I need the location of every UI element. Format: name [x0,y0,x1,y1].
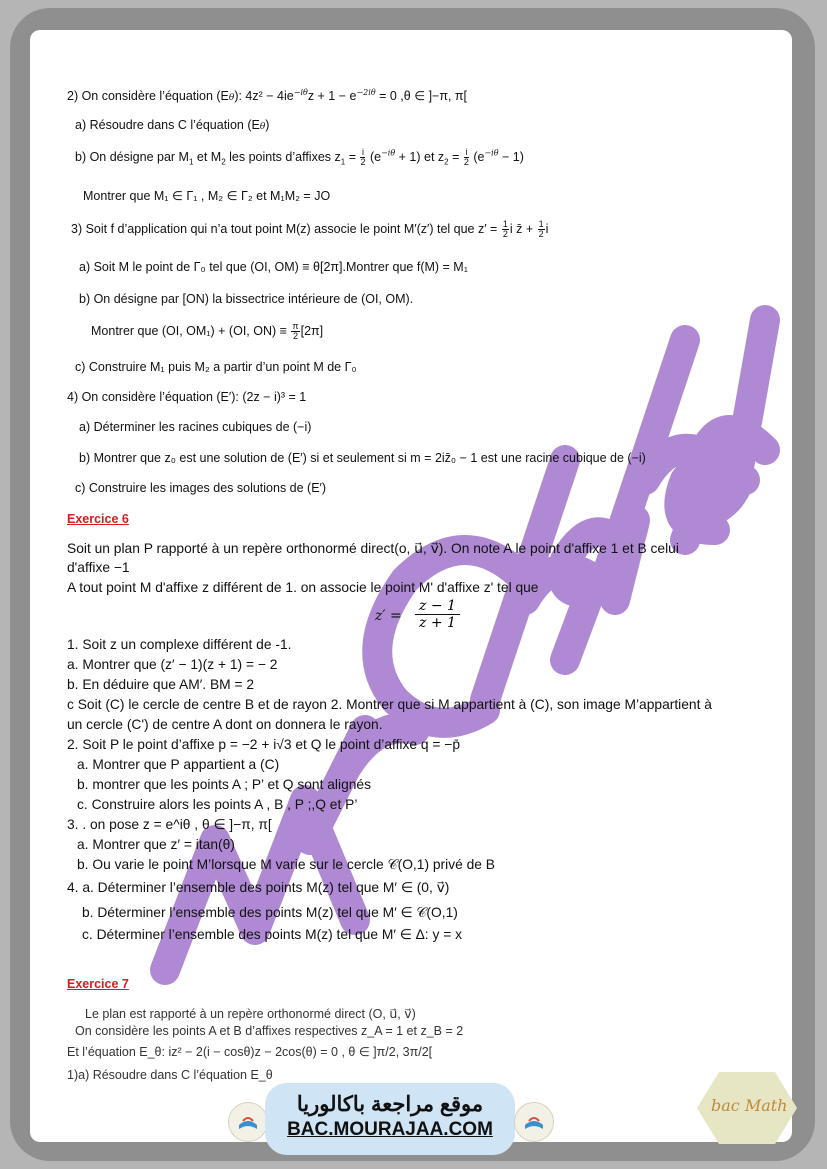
question-2-equation: 2) On considère l’équation (Eθ): $4z^2 - 4ie^{-i\theta}z + 1 - e^{-2i\theta} = 0$ ,θ ∈ ]−π, π[ [67,88,468,104]
question-4c: c) Construire les images des solutions de (E′) [75,481,327,495]
question-2b-show: Montrer que M₁ ∈ Γ₁ , M₂ ∈ Γ₂ et M₁M₂ = JO [83,189,331,203]
question-4: 4) On considère l’équation (E′): (2z − i)³ = 1 [67,390,307,404]
ex6-q3b: b. Ou varie le point M’lorsque M varie sur le cercle 𝒞(O,1) privé de B [77,857,495,872]
exercise-7-heading: Exercice 7 [67,977,129,991]
ex6-line-2: d'affixe −1 [67,560,130,575]
ex7-line-3: Et l’équation E_θ: iz² − 2(i − cosθ)z − 2cos(θ) = 0 , θ ∈ ]π/2, 3π/2[ [67,1045,433,1059]
book-logo-icon [228,1102,268,1142]
ex6-formula-fraction: z − 1 z + 1 [415,598,460,631]
question-3a: a) Soit M le point de Γ₀ tel que (OI, OM) ≡ θ[2π].Montrer que f(M) = M₁ [79,260,468,274]
ex6-q1c-cont: un cercle (C') de centre A dont on donnera le rayon. [67,717,383,732]
ex6-q2c: c. Construire alors les points A , B , P ;,Q et P’ [77,797,358,812]
ex6-q1a: a. Montrer que (z′ − 1)(z + 1) = − 2 [67,657,278,672]
ex7-line-1: Le plan est rapporté à un repère orthonormé direct (O, u⃗, v⃗) [85,1007,416,1021]
question-3b-show: Montrer que (OI, OM₁) + (OI, ON) ≡ $\frac{\pi}{2}$ [2π] [91,321,324,341]
ex6-q1: 1. Soit z un complexe différent de -1. [67,637,292,652]
question-3b: b) On désigne par [ON) la bissectrice intérieure de (OI, OM). [79,292,414,306]
banner-site-link[interactable]: BAC.MOURAJAA.COM [287,1119,493,1140]
ex6-q4c: c. Déterminer l’ensemble des points M(z) tel que M′ ∈ Δ: y = x [82,927,462,942]
ex6-q2b: b. montrer que les points A ; P’ et Q sont alignés [77,777,371,792]
ex6-q3: 3. . on pose z = e^iθ , θ ∈ ]−π, π[ [67,817,272,832]
ex6-line-1: Soit un plan P rapporté à un repère orthonormé direct(o, u⃗, v⃗). On note A le point d'affixe 1 et B celui [67,541,679,556]
badge-text: bac Math [711,1096,788,1115]
ex6-q4b: b. Déterminer l’ensemble des points M(z) tel que M′ ∈ 𝒞(O,1) [82,905,458,920]
banner-arabic-title: موقع مراجعة باكالوريا [296,1093,484,1116]
question-3c: c) Construire M₁ puis M₂ a partir d’un point M de Γ₀ [75,360,357,374]
question-4a: a) Déterminer les racines cubiques de (−i) [79,420,312,434]
question-2b: b) On désigne par $M_1$ et $M_2$ les points d’affixes $z_1$ = $\frac{i}{2}$ $(e^{-i\theta} + 1)$ et $z_2$ = $\frac{i}{2}$ $(e^{-i\theta} - 1)$ [75,147,524,167]
question-4b: b) Montrer que z₀ est une solution de (E′) si et seulement si m = 2iz̄₀ − 1 est une racine cubique de (−i) [79,451,646,465]
ex6-q3a: a. Montrer que z′ = itan(θ) [77,837,235,852]
exercise-6-heading: Exercice 6 [67,512,129,526]
ex6-q2a: a. Montrer que P appartient a (C) [77,757,280,772]
ex6-q4a: 4. a. Déterminer l’ensemble des points M(z) tel que M′ ∈ (0, v⃗) [67,880,450,895]
book-logo-icon-right [514,1102,554,1142]
site-banner[interactable] [265,1083,515,1155]
ex6-line-3: A tout point M d'affixe z différent de 1. on associe le point M' d'affixe z' tel que [67,580,539,595]
bac-math-badge [697,1068,797,1148]
question-3: 3) Soit f d’application qui n’a tout point M(z) associe le point M′(z′) tel que z′ = $\frac{1}{2}$ i z̄ + $\frac{1}{2}$ i [71,219,549,239]
ex6-q1b: b. En déduire que AM′. BM = 2 [67,677,255,692]
ex7-q1a: 1)a) Résoudre dans C l’équation E_θ [67,1068,273,1082]
document-page [30,30,792,1142]
ex6-formula-lhs: z′ = [375,608,402,624]
ex7-line-2: On considère les points A et B d’affixes respectives z_A = 1 et z_B = 2 [75,1024,464,1038]
ex6-q1c: c Soit (C) le cercle de centre B et de rayon 2. Montrer que si M appartient à (C), son image M’appartient à [67,697,712,712]
question-2a: a) Résoudre dans C l’équation (Eθ) [75,118,270,132]
ex6-q2: 2. Soit P le point d’affixe p = −2 + i√3 et Q le point d’affixe q = −p̄ [67,737,461,752]
